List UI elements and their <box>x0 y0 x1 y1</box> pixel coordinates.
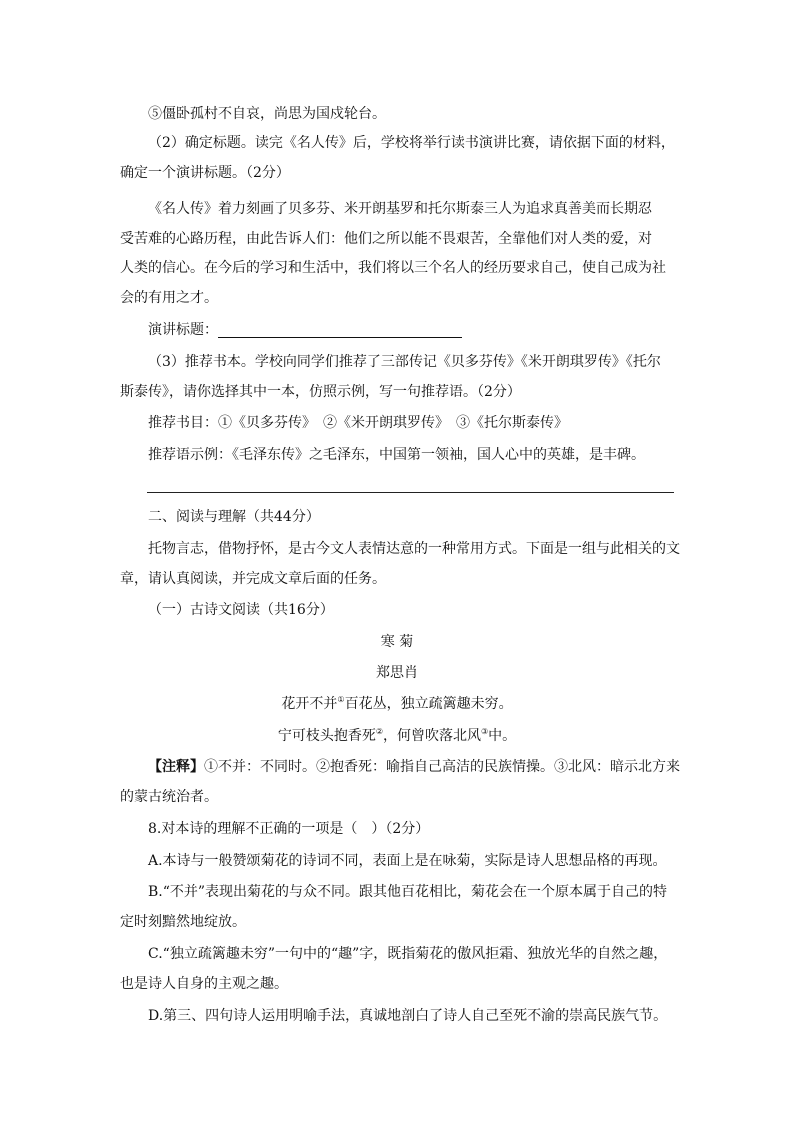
question-2-prompt: （2）确定标题。读完《名人传》后，学校将举行读书演讲比赛，请依据下面的材料， <box>148 135 675 151</box>
footnote-marker: ① <box>337 695 345 704</box>
question-8: 8.对本诗的理解不正确的一项是（ ）（2分） <box>148 821 430 837</box>
poem-title: 寒 菊 <box>380 634 414 650</box>
annotation-text: ①不并：不同时。②抱香死：喻指自己高洁的民族情操。③北风：暗示北方来 <box>204 759 680 775</box>
section-heading: 二、阅读与理解（共44分） <box>148 509 320 525</box>
intro-paragraph: 章，请认真阅读，并完成文章后面的任务。 <box>120 571 386 587</box>
option-b[interactable]: B.“不并”表现出菊花的与众不同。跟其他百花相比，菊花会在一个原本属于自己的特 <box>148 884 668 900</box>
material-paragraph: 受苦难的心路历程，由此告诉人们：他们之所以能不畏艰苦，全靠他们对人类的爱，对 <box>120 231 652 247</box>
option-b-cont: 定时刻黯然地绽放。 <box>120 914 246 930</box>
option-c[interactable]: C.“独立疏篱趣未穷”一句中的“趣”字，既指菊花的傲风拒霜、独放光华的自然之趣， <box>148 946 668 962</box>
annotation <box>148 757 680 777</box>
option-c-cont: 也是诗人自身的主观之趣。 <box>120 976 288 992</box>
poem-text: 百花丛，独立疏篱趣未穷。 <box>344 696 513 712</box>
answer-line[interactable] <box>147 492 674 493</box>
material-paragraph: 会的有用之才。 <box>120 290 218 306</box>
annotation-label: 【注释】 <box>148 759 204 775</box>
poem-line-1 <box>0 694 794 714</box>
poem-text: 中。 <box>488 728 517 744</box>
subsection-heading: （一）古诗文阅读（共16分） <box>148 602 334 618</box>
poem-author: 郑思肖 <box>376 665 418 681</box>
footnote-marker: ③ <box>481 727 489 736</box>
text-line: 确定一个演讲标题。（2分） <box>120 165 290 181</box>
text-line: ⑤僵卧孤村不自哀，尚思为国戍轮台。 <box>148 106 386 122</box>
intro-paragraph: 托物言志，借物抒怀，是古今文人表情达意的一种常用方式。下面是一组与此相关的文 <box>148 541 680 557</box>
annotation-cont: 的蒙古统治者。 <box>120 789 218 805</box>
question-3-prompt: （3）推荐书本。学校向同学们推荐了三部传记《贝多芬传》《米开朗琪罗传》《托尔 <box>148 354 661 370</box>
speech-title-label: 演讲标题： <box>148 322 218 338</box>
poem-text: ，何曾吹落北风 <box>383 728 481 744</box>
option-d[interactable]: D.第三、四句诗人运用明喻手法，真诚地剖白了诗人自己至死不渝的崇高民族气节。 <box>148 1008 668 1024</box>
option-a[interactable]: A.本诗与一般赞颂菊花的诗词不同，表面上是在咏菊，实际是诗人思想品格的再现。 <box>148 853 667 869</box>
material-paragraph: 《名人传》着力刻画了贝多芬、米开朗基罗和托尔斯泰三人为追求真善美而长期忍 <box>148 201 652 217</box>
poem-line-2 <box>0 726 794 746</box>
recommendation-example: 推荐语示例：《毛泽东传》之毛泽东，中国第一领袖，国人心中的英雄，是丰碑。 <box>148 447 645 463</box>
footnote-marker: ② <box>375 727 383 736</box>
text-line: 斯泰传》，请你选择其中一本，仿照示例，写一句推荐语。（2分） <box>120 384 521 400</box>
poem-text: 花开不并 <box>281 696 338 712</box>
speech-title-blank[interactable] <box>218 337 462 338</box>
poem-text: 宁可枝头抱香死 <box>277 728 376 744</box>
recommended-books: 推荐书目：①《贝多芬传》 ②《米开朗琪罗传》 ③《托尔斯泰传》 <box>148 415 568 431</box>
material-paragraph: 人类的信心。在今后的学习和生活中，我们将以三个名人的经历要求自己，使自己成为社 <box>120 260 666 276</box>
